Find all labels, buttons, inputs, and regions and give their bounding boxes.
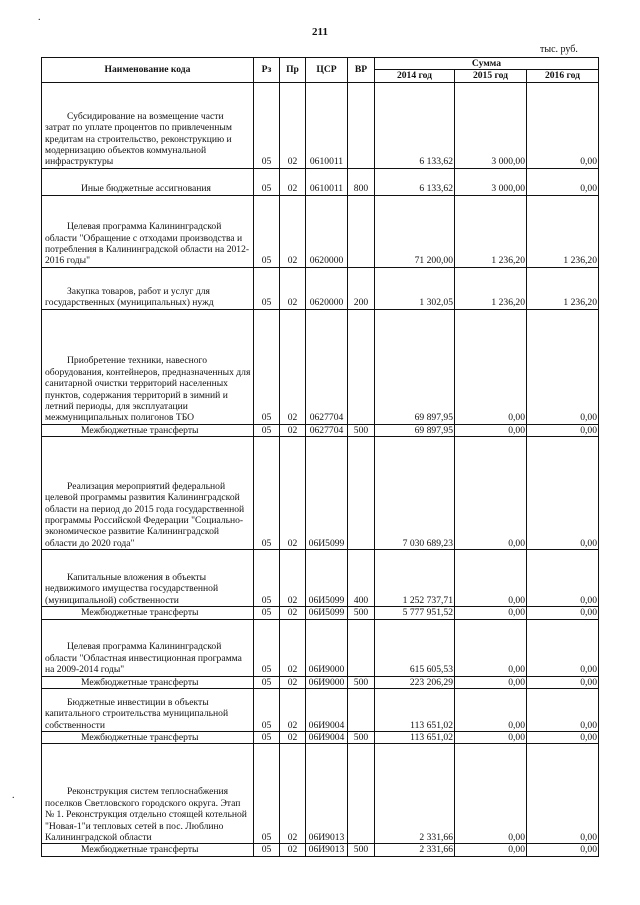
row-csr: 06И9004	[306, 689, 348, 732]
row-sum-2015: 0,00	[455, 676, 527, 688]
table-row	[42, 424, 599, 436]
header-2015: 2015 год	[455, 70, 527, 82]
row-sum-2015: 3 000,00	[455, 168, 527, 195]
row-sum-2015: 1 236,20	[455, 267, 527, 309]
table-row	[42, 744, 599, 844]
row-name: Межбюджетные трансферты	[42, 844, 254, 856]
row-name: Реализация мероприятий федеральной целевой программы развития Калининградской области на период до 2015 года государственной программы Российской Федерации "Социально-экономическое развитие Калининградской области до 2020 года"	[42, 437, 254, 550]
table-row	[42, 844, 599, 856]
row-sum-2015: 0,00	[455, 309, 527, 424]
row-sum-2014: 6 133,62	[375, 168, 455, 195]
row-name: Межбюджетные трансферты	[42, 424, 254, 436]
row-csr: 06И5099	[306, 550, 348, 607]
row-csr: 0620000	[306, 195, 348, 267]
row-sum-2016: 1 236,20	[527, 195, 599, 267]
header-pr: Пр	[280, 58, 306, 83]
row-rz: 05	[254, 689, 280, 732]
row-csr: 06И9013	[306, 744, 348, 844]
row-rz: 05	[254, 437, 280, 550]
row-sum-2015: 1 236,20	[455, 195, 527, 267]
row-vr: 500	[348, 424, 375, 436]
row-vr	[348, 82, 375, 168]
table-header-row	[42, 58, 599, 70]
row-rz: 05	[254, 676, 280, 688]
row-sum-2016: 0,00	[527, 676, 599, 688]
row-sum-2016: 0,00	[527, 619, 599, 676]
row-rz: 05	[254, 732, 280, 744]
row-vr: 800	[348, 168, 375, 195]
header-2016: 2016 год	[527, 70, 599, 82]
row-pr: 02	[280, 195, 306, 267]
row-csr: 06И9000	[306, 676, 348, 688]
row-vr	[348, 195, 375, 267]
row-sum-2016: 0,00	[527, 550, 599, 607]
row-pr: 02	[280, 844, 306, 856]
row-rz: 05	[254, 82, 280, 168]
page-number: 211	[312, 26, 328, 38]
row-sum-2016: 0,00	[527, 168, 599, 195]
row-csr: 06И9013	[306, 844, 348, 856]
row-csr: 06И5099	[306, 437, 348, 550]
row-vr: 400	[348, 550, 375, 607]
header-vr: ВР	[348, 58, 375, 83]
row-pr: 02	[280, 744, 306, 844]
row-sum-2014: 6 133,62	[375, 82, 455, 168]
table-row	[42, 309, 599, 424]
row-sum-2016: 0,00	[527, 437, 599, 550]
row-sum-2016: 0,00	[527, 689, 599, 732]
row-vr: 500	[348, 676, 375, 688]
row-pr: 02	[280, 267, 306, 309]
row-pr: 02	[280, 732, 306, 744]
table-row	[42, 550, 599, 607]
row-rz: 05	[254, 168, 280, 195]
row-rz: 05	[254, 607, 280, 619]
header-rz: Рз	[254, 58, 280, 83]
row-rz: 05	[254, 550, 280, 607]
row-sum-2014: 1 302,05	[375, 267, 455, 309]
row-sum-2015: 0,00	[455, 689, 527, 732]
row-sum-2015: 0,00	[455, 619, 527, 676]
row-name: Бюджетные инвестиции в объекты капитального строительства муниципальной собственности	[42, 689, 254, 732]
header-name: Наименование кода	[42, 58, 254, 83]
row-vr: 500	[348, 844, 375, 856]
row-sum-2015: 0,00	[455, 550, 527, 607]
row-pr: 02	[280, 437, 306, 550]
table-row	[42, 607, 599, 619]
row-name: Капитальные вложения в объекты недвижимого имущества государственной (муниципальной) собственности	[42, 550, 254, 607]
row-sum-2016: 0,00	[527, 309, 599, 424]
row-vr	[348, 689, 375, 732]
table-row	[42, 82, 599, 168]
row-sum-2016: 0,00	[527, 732, 599, 744]
row-vr	[348, 744, 375, 844]
row-sum-2014: 5 777 951,52	[375, 607, 455, 619]
row-csr: 06И9000	[306, 619, 348, 676]
row-name: Приобретение техники, навесного оборудования, контейнеров, предназначенных для санитарной очистки территорий населенных пунктов, содержания территорий в зимний и летний периоды, для эксплуатации межмуниципальных полигонов ТБО	[42, 309, 254, 424]
row-csr: 0610011	[306, 82, 348, 168]
row-csr: 06И9004	[306, 732, 348, 744]
row-name: Межбюджетные трансферты	[42, 607, 254, 619]
row-csr: 0627704	[306, 424, 348, 436]
budget-table	[41, 57, 599, 857]
row-rz: 05	[254, 424, 280, 436]
row-vr	[348, 309, 375, 424]
table-row	[42, 619, 599, 676]
table-row	[42, 267, 599, 309]
row-sum-2014: 223 206,29	[375, 676, 455, 688]
row-pr: 02	[280, 689, 306, 732]
row-csr: 0610011	[306, 168, 348, 195]
row-pr: 02	[280, 607, 306, 619]
row-name: Межбюджетные трансферты	[42, 732, 254, 744]
row-rz: 05	[254, 267, 280, 309]
row-sum-2015: 0,00	[455, 732, 527, 744]
row-sum-2016: 0,00	[527, 744, 599, 844]
row-vr: 200	[348, 267, 375, 309]
header-csr: ЦСР	[306, 58, 348, 83]
row-sum-2014: 1 252 737,71	[375, 550, 455, 607]
table-row	[42, 689, 599, 732]
scan-mark: .	[12, 790, 15, 801]
row-sum-2016: 0,00	[527, 844, 599, 856]
table-row	[42, 732, 599, 744]
row-csr: 0620000	[306, 267, 348, 309]
row-name: Межбюджетные трансферты	[42, 676, 254, 688]
row-sum-2015: 0,00	[455, 607, 527, 619]
row-pr: 02	[280, 82, 306, 168]
row-vr	[348, 437, 375, 550]
row-sum-2016: 0,00	[527, 82, 599, 168]
row-name: Целевая программа Калининградской области "Обращение с отходами производства и потребления в Калининградской области на 2012-2016 годы"	[42, 195, 254, 267]
table-row	[42, 168, 599, 195]
row-csr: 0627704	[306, 309, 348, 424]
row-sum-2015: 0,00	[455, 744, 527, 844]
row-sum-2015: 0,00	[455, 844, 527, 856]
row-sum-2014: 2 331,66	[375, 844, 455, 856]
row-name: Субсидирование на возмещение части затрат по уплате процентов по привлеченным кредитам на строительство, реконструкцию и модернизацию объектов коммунальной инфраструктуры	[42, 82, 254, 168]
row-rz: 05	[254, 195, 280, 267]
row-sum-2016: 1 236,20	[527, 267, 599, 309]
row-rz: 05	[254, 619, 280, 676]
row-vr	[348, 619, 375, 676]
row-sum-2014: 2 331,66	[375, 744, 455, 844]
units-label: тыс. руб.	[540, 44, 578, 55]
row-vr: 500	[348, 607, 375, 619]
row-vr: 500	[348, 732, 375, 744]
row-sum-2014: 69 897,95	[375, 424, 455, 436]
row-pr: 02	[280, 619, 306, 676]
row-sum-2016: 0,00	[527, 607, 599, 619]
table-row	[42, 195, 599, 267]
row-sum-2014: 113 651,02	[375, 732, 455, 744]
row-sum-2014: 615 605,53	[375, 619, 455, 676]
row-sum-2014: 71 200,00	[375, 195, 455, 267]
row-name: Закупка товаров, работ и услуг для государственных (муниципальных) нужд	[42, 267, 254, 309]
row-pr: 02	[280, 676, 306, 688]
row-sum-2015: 0,00	[455, 437, 527, 550]
row-rz: 05	[254, 844, 280, 856]
row-pr: 02	[280, 168, 306, 195]
table-row	[42, 437, 599, 550]
row-name: Целевая программа Калининградской области "Областная инвестиционная программа на 2009-2014 годы"	[42, 619, 254, 676]
table-row	[42, 676, 599, 688]
row-pr: 02	[280, 550, 306, 607]
header-sum: Сумма	[375, 58, 599, 70]
row-pr: 02	[280, 424, 306, 436]
row-csr: 06И5099	[306, 607, 348, 619]
row-name: Иные бюджетные ассигнования	[42, 168, 254, 195]
row-pr: 02	[280, 309, 306, 424]
row-name: Реконструкция систем теплоснабжения поселков Светловского городского округа. Этап № 1. Реконструкция отдельно стоящей котельной "Новая-1"и тепловых сетей в пос. Люблино Калининградской области	[42, 744, 254, 844]
row-sum-2014: 7 030 689,23	[375, 437, 455, 550]
row-sum-2015: 3 000,00	[455, 82, 527, 168]
row-rz: 05	[254, 309, 280, 424]
scan-mark: .	[38, 12, 41, 23]
row-sum-2014: 113 651,02	[375, 689, 455, 732]
row-sum-2015: 0,00	[455, 424, 527, 436]
row-sum-2016: 0,00	[527, 424, 599, 436]
row-rz: 05	[254, 744, 280, 844]
row-sum-2014: 69 897,95	[375, 309, 455, 424]
header-2014: 2014 год	[375, 70, 455, 82]
